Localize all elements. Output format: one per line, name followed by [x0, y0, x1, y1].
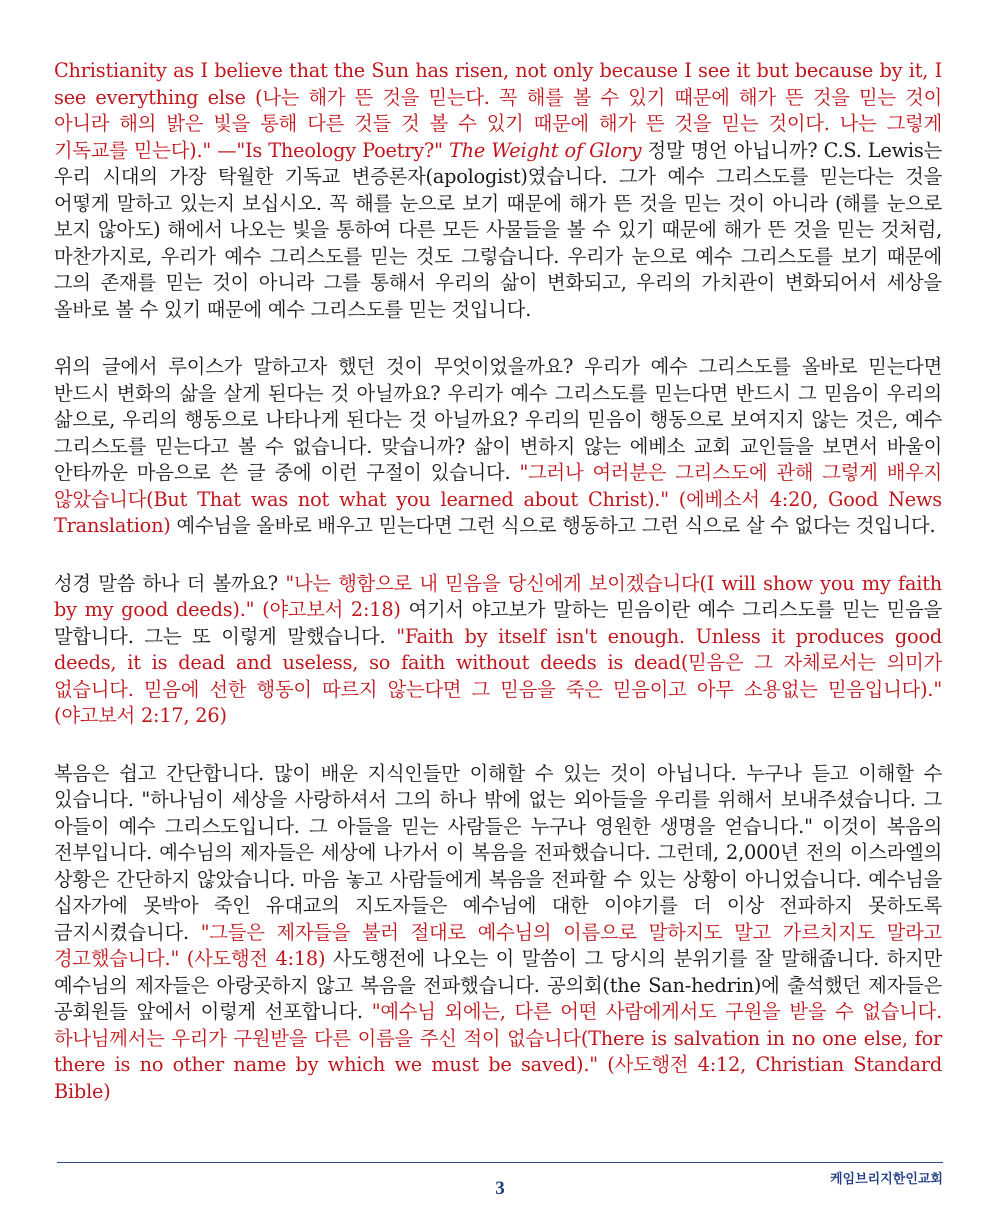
body-segment: 위의 글에서 루이스가 말하고자 했던 것이 무엇이었을까요? 우리가 예수 그리스도를 올바로 믿는다면 반드시 변화의 삶을 살게 된다는 것 아닐까요? 우리가 예수 그리스도를 믿는다면 반드시 그 믿음이 우리의 삶으로, 우리의 행동으로 나타나게 된다는 것 아닐까요? 우리의 믿음이 행동으로 보여지지 않는 것은, 예수 그리스도를 믿는다고 볼 수 없습니다. 맞습니까? 삶이 변하지 않는 에베소 교회 교인들을 보면서 바울이 안타까운 마음으로 쓴 글 중에 이런 구절이 있습니다. [54, 355, 942, 484]
page-number: 3 [495, 1178, 505, 1199]
quote-segment: "그들은 제자들을 불러 절대로 예수님의 이름으로 말하지도 말고 가르치지도 말라고 경고했습니다." (사도행전 4:18) [54, 920, 942, 970]
body-segment: 성경 말씀 하나 더 볼까요? [54, 571, 286, 595]
paragraph-lewis-quote [54, 58, 942, 323]
quote-segment: Christianity as I believe that the Sun has risen, not only because I see it but because by it, I see everything else (나는 해가 뜬 것을 믿는다. 꼭 해를 볼 수 있기 때문에 해가 뜬 것을 믿는 것이 아니라 해의 밝은 빛을 통해 다른 것들 것 볼 수 있기 때문에 해가 뜬 것을 믿는 것이다. 나는 그렇게 기독교를 믿는다)." —"Is Theology Poetry?" [54, 59, 942, 162]
paragraph-ephesians [54, 354, 942, 540]
body-segment: 복음은 쉽고 간단합니다. 많이 배운 지식인들만 이해할 수 있는 것이 아닙니다. 누구나 듣고 이해할 수 있습니다. "하나님이 세상을 사랑하셔서 그의 하나 밖에 없는 외아들을 우리를 위해서 보내주셨습니다. 그 아들이 예수 그리스도입니다. 그 아들을 믿는 사람들은 누구나 영원한 생명을 얻습니다." 이것이 복음의 전부입니다. 예수님의 제자들은 세상에 나가서 이 복음을 전파했습니다. 그런데, 2,000년 전의 이스라엘의 상황은 간단하지 않았습니다. 마음 놓고 사람들에게 복음을 전파할 수 있는 상황이 아니었습니다. 예수님을 십자가에 못박아 죽인 유대교의 지도자들은 예수님에 대한 이야기를 더 이상 전파하지 못하도록 금지시켰습니다. [54, 761, 942, 944]
paragraph-james [54, 571, 942, 730]
body-segment: 예수님을 올바로 배우고 믿는다면 그런 식으로 행동하고 그런 식으로 살 수 없다는 것입니다. [170, 514, 936, 537]
article-body [54, 58, 942, 1136]
quote-segment: "Faith by itself isn't enough. Unless it produces good deeds, it is dead and useless, so faith without deeds is dead(믿음은 그 자체로서는 의미가 없습니다. 믿음에 선한 행동이 따르지 않는다면 그 믿음을 죽은 믿음이고 아무 소용없는 믿음입니다)." (야고보서 2:17, 26) [54, 624, 943, 727]
footer-divider [57, 1162, 943, 1163]
body-segment: 정말 명언 아닙니까? C.S. Lewis는 우리 시대의 가장 탁월한 기독교 변증론자(apologist)였습니다. 그가 예수 그리스도를 믿는다는 것을 어떻게 말하고 있는지 보십시오. 꼭 해를 눈으로 보기 때문에 해가 뜬 것을 믿는 것이 아니라 (해를 눈으로 보지 않아도) 해에서 나오는 빛을 통하여 다른 모든 사물들을 볼 수 있기 때문에 해가 뜬 것을 믿는 것처럼, 마찬가지로, 우리가 예수 그리스도를 믿는 것도 그렇습니다. 우리가 눈으로 예수 그리스도를 보기 때문에 그의 존재를 믿는 것이 아니라 그를 통해서 우리의 삶이 변화되고, 우리의 가치관이 변화되어서 세상을 올바로 볼 수 있기 때문에 예수 그리스도를 믿는 것입니다. [54, 138, 943, 321]
quote-segment: "예수님 외에는, 다른 어떤 사람에게서도 구원을 받을 수 없습니다. 하나님께서는 우리가 구원받을 다른 이름을 주신 적이 없습니다(There is salvation in no one else, for there is no other name by which we must be saved)." (사도행전 4:12, Christian Standard Bible) [54, 1000, 943, 1103]
quote-segment: "그러나 여러분은 그리스도에 관해 그렇게 배우지 않았습니다(But That was not what you learned about Christ)." (에베소서 4:20, Good News Translation) [54, 461, 942, 537]
paragraph-gospel [54, 761, 942, 1106]
quote-segment: "나는 행함으로 내 믿음을 당신에게 보이겠습니다(I will show you my faith by my good deeds)." (야고보서 2:18) [54, 571, 942, 621]
book-title: The Weight of Glory [449, 138, 642, 162]
body-segment: 여기서 야고보가 말하는 믿음이란 예수 그리스도를 믿는 믿음을 말합니다. 그는 또 이렇게 말했습니다. [54, 598, 942, 648]
church-name: 케임브리지한인교회 [829, 1172, 943, 1187]
body-segment: 사도행전에 나오는 이 말씀이 그 당시의 분위기를 잘 말해줍니다. 하지만 예수님의 제자들은 아랑곳하지 않고 복음을 전파했습니다. 공의회(the San-hedrin)에 출석했던 제자들은 공회원들 앞에서 이렇게 선포합니다. [54, 947, 943, 1023]
